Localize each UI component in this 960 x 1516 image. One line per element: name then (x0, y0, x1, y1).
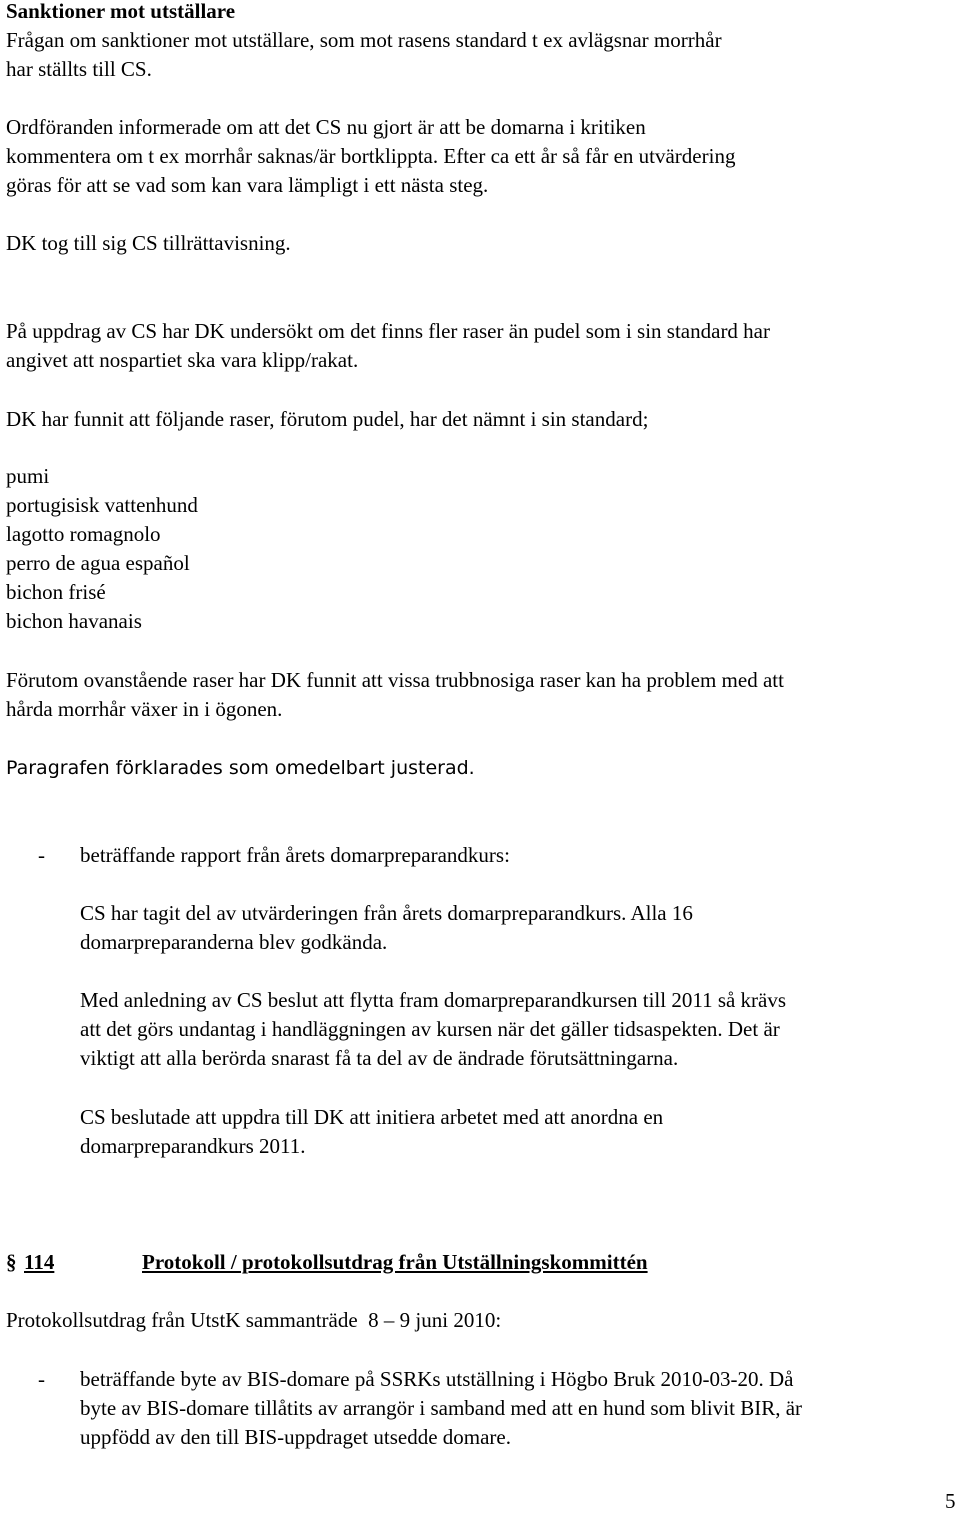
section-number: 114 (24, 1250, 55, 1274)
item-bis (80, 1365, 956, 1452)
text-line: Med anledning av CS beslut att flytta fram domarpreparandkursen till 2011 så krävs (80, 988, 787, 1012)
text-line: Protokollsutdrag från UtstK sammanträde 8 – 9 juni 2010: (6, 1308, 502, 1332)
paragraph-funnit (6, 405, 956, 434)
text-line: domarpreparanderna blev godkända. (80, 930, 388, 954)
breed-item: lagotto romagnolo (6, 522, 161, 546)
list-dash: - (38, 843, 45, 867)
paragraph-paragrafen (6, 754, 956, 783)
text-line: CS har tagit del av utvärderingen från årets domarpreparandkurs. Alla 16 (80, 901, 693, 925)
breed-item: bichon havanais (6, 609, 142, 633)
text-line: att det görs undantag i handläggningen av kursen när det gäller tidsaspekten. Det är (80, 1017, 780, 1041)
breed-item: pumi (6, 464, 50, 488)
text-line: har ställts till CS. (6, 57, 152, 81)
text-line: angivet att nospartiet ska vara klipp/rakat. (6, 348, 359, 372)
section-title: Sanktioner mot utställare (6, 0, 236, 23)
section-title: Protokoll / protokollsutdrag från Utställningskommittén (142, 1250, 648, 1274)
text-line: Frågan om sanktioner mot utställare, som mot rasens standard t ex avlägsnar morrhår (6, 28, 722, 52)
text-line: viktigt att alla berörda snarast få ta del av de ändrade förutsättningarna. (80, 1046, 679, 1070)
text-line: Förutom ovanstående raser har DK funnit att vissa trubbnosiga raser kan ha problem med att (6, 668, 784, 692)
text-line: Paragrafen förklarades som omedelbart justerad. (6, 757, 475, 779)
breed-item: portugisisk vattenhund (6, 493, 198, 517)
item-domarpreparand-p2 (80, 986, 956, 1073)
text-line: CS beslutade att uppdra till DK att initiera arbetet med att anordna en (80, 1105, 664, 1129)
text-line: Ordföranden informerade om att det CS nu gjort är att be domarna i kritiken (6, 115, 646, 139)
text-line: DK tog till sig CS tillrättavisning. (6, 231, 291, 255)
breed-item: perro de agua español (6, 551, 190, 575)
paragraph-utstk (6, 1306, 956, 1335)
text-line: göras för att se vad som kan vara lämpligt i ett nästa steg. (6, 173, 489, 197)
paragraph-ordforanden (6, 113, 956, 200)
page-number: 5 (945, 1489, 956, 1513)
text-line: uppfödd av den till BIS-uppdraget utsedde domare. (80, 1425, 511, 1449)
section-sign: § (6, 1250, 17, 1274)
breed-list (6, 462, 956, 636)
list-dash: - (38, 1367, 45, 1391)
item-domarpreparand-title (80, 841, 956, 870)
text-line: DK har funnit att följande raser, förutom pudel, har det nämnt i sin standard; (6, 407, 649, 431)
text-line: domarpreparandkurs 2011. (80, 1134, 306, 1158)
text-line: byte av BIS-domare tillåtits av arrangör i samband med att en hund som blivit BIR, är (80, 1396, 803, 1420)
text-line: kommentera om t ex morrhår saknas/är bortklippta. Efter ca ett år så får en utvärdering (6, 144, 736, 168)
text-line: hårda morrhår växer in i ögonen. (6, 697, 283, 721)
paragraph-forutom (6, 666, 956, 724)
paragraph-uppdrag (6, 317, 956, 375)
section-sanktioner (6, 0, 956, 84)
text-line: beträffande rapport från årets domarpreparandkurs: (80, 843, 510, 867)
item-domarpreparand-p1 (80, 899, 956, 957)
breed-item: bichon frisé (6, 580, 106, 604)
text-line: beträffande byte av BIS-domare på SSRKs utställning i Högbo Bruk 2010-03-20. Då (80, 1367, 794, 1391)
item-domarpreparand-p3 (80, 1103, 956, 1161)
paragraph-dk-tog (6, 229, 956, 258)
text-line: På uppdrag av CS har DK undersökt om det finns fler raser än pudel som i sin standard har (6, 319, 770, 343)
